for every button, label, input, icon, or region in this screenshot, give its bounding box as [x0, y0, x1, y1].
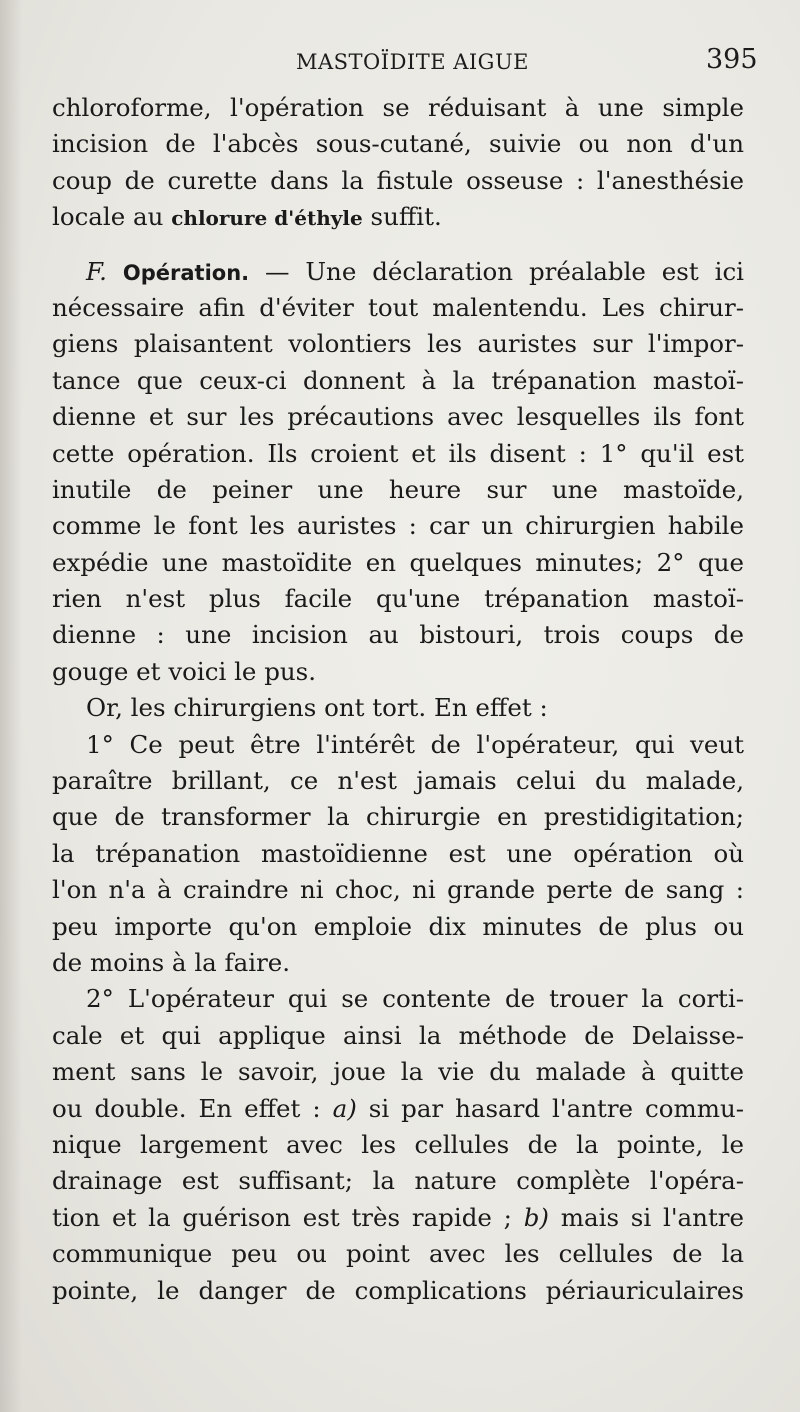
body-text — [52, 90, 744, 1309]
text-line: de moins à la faire. — [52, 947, 291, 977]
text-line: expédie une mastoïdite en quelques minutes; 2° que — [52, 547, 744, 577]
text-line: dienne et sur les précautions avec lesquelles ils font — [52, 402, 744, 432]
text-line: chloroforme, l'opération se réduisant à une simple — [52, 93, 744, 122]
text-line: comme le font les auristes : car un chirurgien habile — [52, 511, 744, 541]
text-line: communique peu ou point avec les cellules de la — [52, 1239, 744, 1269]
text-run: — Une déclaration préalable est ici — [265, 256, 744, 286]
paragraph-gap — [52, 236, 744, 254]
text-line: l'on n'a à craindre ni choc, ni grande perte de sang : — [52, 875, 744, 905]
text-line: cette opération. Ils croient et ils disent : 1° qu'il est — [52, 438, 744, 468]
text-line — [52, 1091, 744, 1127]
text-line: gouge et voici le pus. — [52, 656, 317, 686]
text-run: mais si l'antre — [560, 1202, 745, 1232]
section-heading-line — [52, 254, 744, 290]
text-line: inutile de peiner une heure sur une mastoïde, — [52, 474, 744, 504]
text-line: peu importe qu'on emploie dix minutes de plus ou — [52, 911, 744, 941]
text-line — [52, 1200, 744, 1236]
text-line: giens plaisantent volontiers les auristes sur l'impor- — [52, 329, 744, 359]
text-line — [52, 199, 744, 235]
text-line: tance que ceux-ci donnent à la trépanation mastoï- — [52, 365, 744, 395]
text-line: rien n'est plus facile qu'une trépanation mastoï- — [52, 584, 744, 614]
text-line: dienne : une incision au bistouri, trois coups de — [52, 620, 744, 650]
page-edge-shadow — [0, 0, 22, 1412]
text-line: paraître brillant, ce n'est jamais celui du malade, — [52, 766, 744, 796]
text-run: ou double. En effet : — [52, 1093, 321, 1123]
text-run: si par hasard l'antre commu- — [368, 1093, 745, 1123]
emphasis-term: chlorure d'éthyle — [171, 206, 363, 231]
text-line: coup de curette dans la fistule osseuse : l'anesthésie — [52, 165, 744, 195]
enumeration-label: b) — [523, 1202, 549, 1232]
text-line: 1° Ce peut être l'intérêt de l'opérateur, qui veut — [86, 729, 744, 759]
text-line: 2° L'opérateur qui se contente de trouer la corti- — [86, 984, 744, 1014]
text-run: locale au — [52, 202, 164, 232]
text-run: tion et la guérison est très rapide ; — [52, 1202, 512, 1232]
text-line: drainage est suffisant; la nature complète l'opéra- — [52, 1166, 744, 1196]
page-header — [0, 44, 800, 84]
text-run: suffit. — [370, 202, 442, 232]
text-line: que de transformer la chirurgie en prestidigitation; — [52, 802, 744, 832]
section-heading: Opération. — [122, 260, 250, 285]
text-line: Or, les chirurgiens ont tort. En effet : — [86, 693, 548, 723]
text-line: nique largement avec les cellules de la pointe, le — [52, 1129, 744, 1159]
text-line: nécessaire afin d'éviter tout malentendu. Les chirur- — [52, 292, 744, 322]
text-line: ment sans le savoir, joue la vie du malade à quitte — [52, 1057, 744, 1087]
text-line: la trépanation mastoïdienne est une opération où — [52, 838, 744, 868]
text-line: cale et qui applique ainsi la méthode de Delaisse- — [52, 1020, 744, 1050]
text-line: pointe, le danger de complications périauriculaires — [52, 1275, 744, 1305]
enumeration-label: a) — [332, 1093, 357, 1123]
running-title: MASTOÏDITE AIGUE — [296, 50, 529, 74]
page-number: 395 — [706, 44, 758, 75]
section-letter: F. — [86, 256, 107, 286]
text-line: incision de l'abcès sous-cutané, suivie ou non d'un — [52, 129, 744, 159]
